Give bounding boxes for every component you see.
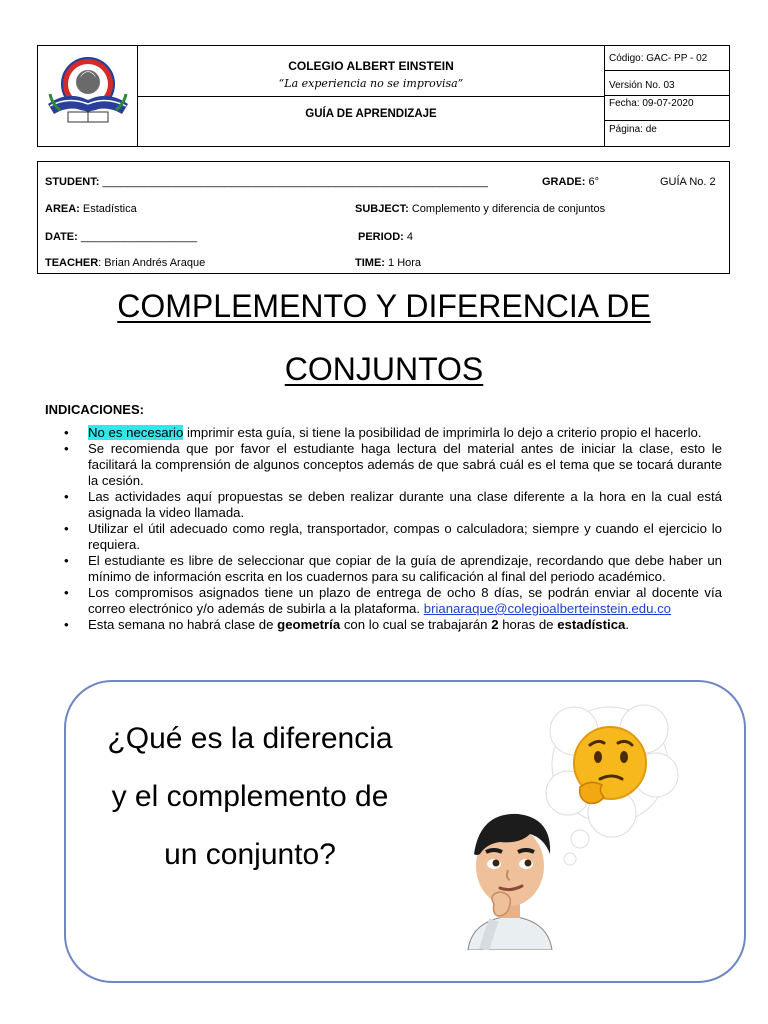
- list-item: • No es necesario imprimir esta guía, si tiene la posibilidad de imprimirla lo dejo a criterio propio el hacerlo.: [62, 425, 722, 441]
- document-header: [37, 45, 730, 147]
- guide-number: GUÍA No. 2: [660, 176, 716, 188]
- student-field[interactable]: _______________________________________________________________: [102, 176, 488, 188]
- period: PERIOD: 4: [358, 231, 414, 243]
- time: TIME: 1 Hora: [355, 257, 422, 269]
- indications-heading: INDICACIONES:: [45, 402, 144, 417]
- doc-page: Página: de: [609, 124, 657, 135]
- list-item: • Las actividades aquí propuestas se deben realizar durante una clase diferente a la hora en la cual está asignada la video llamada.: [62, 489, 722, 521]
- date-row: DATE: ___________________: [45, 231, 198, 243]
- grade: GRADE: 6°: [542, 176, 599, 188]
- doc-date: Fecha: 09-07-2020: [605, 96, 730, 121]
- question-line-2: y el complemento de: [111, 780, 389, 813]
- page-title-line-1: COMPLEMENTO Y DIFERENCIA DE: [117, 288, 651, 324]
- question-line-1: ¿Qué es la diferencia: [107, 722, 393, 755]
- thinking-boy-avatar-icon: [460, 800, 560, 950]
- teacher: TEACHER: Brian Andrés Araque: [45, 257, 206, 269]
- doc-version: Versión No. 03: [605, 71, 730, 96]
- student-row: STUDENT: _______________________________________________________________: [45, 176, 488, 188]
- document-meta-cell: [605, 46, 730, 146]
- list-item: • Se recomienda que por favor el estudiante haga lectura del material antes de iniciar la clase, esto le facilitará la comprensión de algunos conceptos además de que sabrá cuál es el tema que se tocará durante la cesión.: [62, 441, 722, 489]
- list-item: • El estudiante es libre de seleccionar que copiar de la guía de aprendizaje, recordando que debe haber un mínimo de información escrita en los cuadernos para su calificación al final del periodo académico.: [62, 553, 722, 585]
- subject: SUBJECT: Complemento y diferencia de conjuntos: [355, 203, 606, 215]
- header-title-cell: [138, 46, 605, 146]
- date-field[interactable]: ___________________: [80, 231, 198, 243]
- indications-list: [62, 425, 722, 633]
- logo-cell: [38, 46, 138, 146]
- school-crest-icon: [38, 46, 138, 146]
- thinking-face-icon: [540, 695, 680, 875]
- document-type: GUÍA DE APRENDIZAJE: [305, 108, 437, 120]
- list-item: • Esta semana no habrá clase de geometría con lo cual se trabajarán 2 horas de estadística.: [62, 617, 722, 633]
- doc-code: Código: GAC- PP - 02: [605, 46, 730, 71]
- list-item: • Utilizar el útil adecuado como regla, transportador, compas o calculadora; siempre y cuando el ejercicio lo requiera.: [62, 521, 722, 553]
- teacher-email-link[interactable]: brianaraque@colegioalberteinstein.edu.co: [423, 601, 671, 616]
- school-name: COLEGIO ALBERT EINSTEIN: [288, 59, 454, 73]
- divider: [138, 96, 604, 97]
- list-item: • Los compromisos asignados tiene un plazo de entrega de ocho 8 días, se podrán enviar al docente vía correo electrónico y/o además de subirla a la plataforma. brianaraque@colegioalberteinstein.edu.co: [62, 585, 722, 617]
- page-title-line-2: CONJUNTOS: [284, 351, 484, 387]
- area: AREA: Estadística: [45, 203, 137, 215]
- school-motto: “La experiencia no se improvisa”: [278, 77, 464, 90]
- student-info-box: [37, 161, 730, 274]
- question-line-3: un conjunto?: [164, 838, 336, 871]
- highlighted-text: No es necesario: [88, 425, 184, 440]
